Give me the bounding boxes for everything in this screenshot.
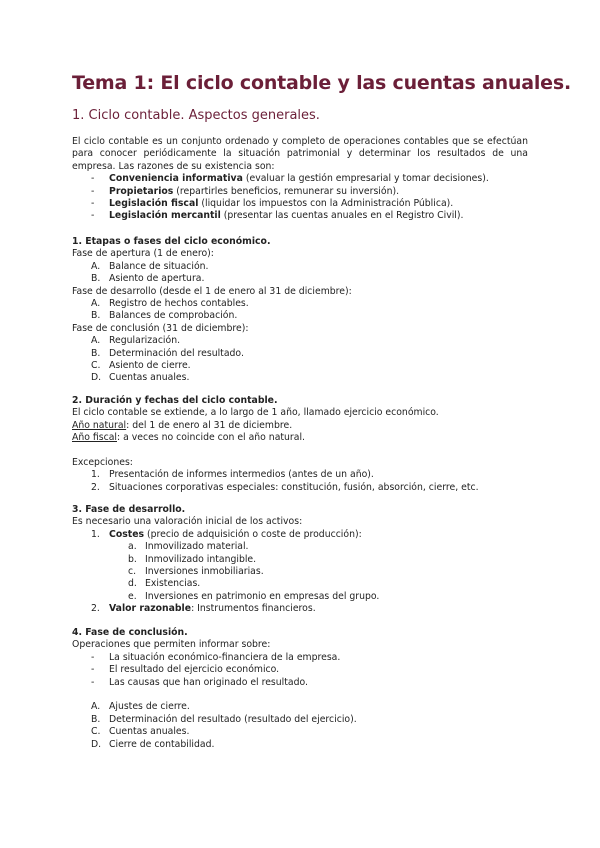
duracion-block	[72, 395, 528, 494]
valor-label: Valor razonable	[109, 603, 192, 615]
list-marker: C.	[91, 360, 101, 372]
list-marker: d.	[128, 578, 137, 590]
list-text: Balance de situación.	[109, 260, 209, 272]
list-item	[72, 273, 528, 285]
costes-text: (precio de adquisición o coste de producción):	[144, 528, 362, 540]
list-text: Regularización.	[109, 335, 181, 347]
list-text: Las causas que han originado el resultado.	[109, 676, 308, 688]
list-text: El resultado del ejercicio económico.	[109, 664, 280, 676]
list-text: Ajustes de cierre.	[109, 701, 190, 713]
list-text: Presentación de informes intermedios (antes de un año).	[109, 469, 374, 481]
list-item	[72, 578, 528, 590]
ano-fiscal-text: : a veces no coincide con el año natural.	[117, 432, 305, 444]
list-item	[72, 541, 528, 553]
list-item	[72, 482, 528, 494]
dash-marker: -	[91, 210, 95, 222]
ano-natural	[72, 420, 528, 432]
list-text: Cierre de contabilidad.	[109, 738, 215, 750]
list-item	[72, 701, 528, 713]
dash-marker: -	[91, 173, 95, 185]
phase-detail: (1 de enero):	[150, 248, 214, 260]
list-text: La situación económico-financiera de la empresa.	[109, 651, 341, 663]
list-item	[72, 335, 528, 347]
list-marker: B.	[91, 273, 101, 285]
ano-fiscal-label: Año fiscal	[72, 432, 117, 444]
list-text: Asiento de cierre.	[109, 360, 191, 372]
fase-conclusion-heading: 4. Fase de conclusión.	[72, 627, 188, 638]
list-item	[72, 261, 528, 273]
list-marker: 1.	[91, 528, 100, 540]
list-item	[72, 310, 528, 322]
dash-marker: -	[91, 664, 95, 676]
list-marker: B.	[91, 310, 101, 322]
fase-conclusion-block	[72, 627, 528, 751]
phase-detail: (31 de diciembre):	[159, 322, 249, 334]
list-item	[72, 726, 528, 738]
phase-label: Fase de apertura	[72, 248, 151, 260]
list-item	[72, 603, 528, 615]
list-item	[72, 677, 528, 689]
reason-label: Legislación mercantil	[109, 210, 221, 222]
list-item	[72, 591, 528, 603]
etapas-heading: 1. Etapas o fases del ciclo económico.	[72, 236, 271, 247]
fase-desarrollo-block	[72, 504, 528, 616]
reason-label: Legislación fiscal	[109, 198, 199, 210]
list-marker: C.	[91, 726, 101, 738]
ano-natural-label: Año natural	[72, 419, 127, 431]
phase-apertura	[72, 248, 528, 260]
phase-label: Fase de conclusión	[72, 322, 160, 334]
costes-label: Costes	[109, 528, 145, 540]
list-item	[72, 372, 528, 384]
list-marker: D.	[91, 738, 102, 750]
phase-detail: (desde el 1 de enero al 31 de diciembre):	[156, 285, 352, 297]
section-heading-ciclo-contable: 1. Ciclo contable. Aspectos generales.	[72, 108, 320, 123]
etapas-block	[72, 236, 528, 385]
list-text: Inmovilizado intangible.	[145, 553, 257, 565]
dash-marker: -	[91, 651, 95, 663]
list-item	[72, 714, 528, 726]
fase-desarrollo-heading: 3. Fase de desarrollo.	[72, 504, 186, 515]
fase-conclusion-text: Operaciones que permiten informar sobre:	[72, 639, 271, 651]
phase-desarrollo	[72, 286, 528, 298]
list-item	[72, 173, 528, 185]
exceptions-label: Excepciones:	[72, 457, 133, 469]
page-title: Tema 1: El ciclo contable y las cuentas anuales.	[72, 72, 571, 94]
reason-text: (presentar las cuentas anuales en el Registro Civil).	[220, 210, 464, 222]
list-text: Registro de hechos contables.	[109, 298, 249, 310]
list-marker: B.	[91, 347, 101, 359]
list-item	[72, 739, 528, 751]
list-item	[72, 360, 528, 372]
dash-marker: -	[91, 198, 95, 210]
list-marker: 1.	[91, 469, 100, 481]
list-marker: b.	[128, 553, 137, 565]
list-item	[72, 529, 528, 541]
list-text: Asiento de apertura.	[109, 273, 205, 285]
list-item	[72, 664, 528, 676]
list-marker: 2.	[91, 481, 100, 493]
list-item	[72, 469, 528, 481]
phase-conclusion	[72, 323, 528, 335]
intro-paragraph: El ciclo contable es un conjunto ordenado y completo de operaciones contables que se efectúan para conocer periódicamente la situación patrimonial y determinar los resultados de una empresa. Las razones de su existencia son:	[72, 136, 528, 172]
list-text: Determinación del resultado.	[109, 347, 244, 359]
list-text: Balances de comprobación.	[109, 310, 238, 322]
reason-label: Propietarios	[109, 185, 174, 197]
list-item	[72, 298, 528, 310]
list-marker: 2.	[91, 603, 100, 615]
list-text: Inversiones inmobiliarias.	[145, 566, 264, 578]
list-marker: A.	[91, 260, 101, 272]
valor-text: : Instrumentos financieros.	[191, 603, 316, 615]
list-marker: A.	[91, 701, 101, 713]
list-item	[72, 652, 528, 664]
ano-fiscal	[72, 432, 528, 444]
reason-text: (repartirles beneficios, remunerar su inversión).	[173, 185, 400, 197]
reason-label: Conveniencia informativa	[109, 173, 243, 185]
phase-label: Fase de desarrollo	[72, 285, 157, 297]
list-marker: B.	[91, 713, 101, 725]
list-item	[72, 210, 528, 222]
list-text: Cuentas anuales.	[109, 726, 190, 738]
list-text: Existencias.	[145, 578, 201, 590]
list-text: Cuentas anuales.	[109, 372, 190, 384]
reason-text: (liquidar los impuestos con la Administración Pública).	[198, 198, 454, 210]
dash-marker: -	[91, 185, 95, 197]
intro-block	[72, 136, 528, 223]
list-marker: a.	[128, 541, 137, 553]
list-marker: c.	[128, 566, 137, 578]
list-marker: A.	[91, 335, 101, 347]
list-marker: D.	[91, 372, 102, 384]
reason-text: (evaluar la gestión empresarial y tomar decisiones).	[242, 173, 489, 185]
duracion-text: El ciclo contable se extiende, a lo largo de 1 año, llamado ejercicio económico.	[72, 407, 439, 419]
list-item	[72, 186, 528, 198]
fase-desarrollo-text: Es necesario una valoración inicial de los activos:	[72, 516, 303, 528]
list-text: Situaciones corporativas especiales: constitución, fusión, absorción, cierre, etc.	[109, 481, 479, 493]
duracion-heading: 2. Duración y fechas del ciclo contable.	[72, 395, 278, 406]
list-item	[72, 566, 528, 578]
list-item	[72, 198, 528, 210]
dash-marker: -	[91, 676, 95, 688]
list-item	[72, 348, 528, 360]
list-text: Determinación del resultado (resultado del ejercicio).	[109, 713, 357, 725]
list-marker: e.	[128, 590, 137, 602]
list-item	[72, 554, 528, 566]
ano-natural-text: : del 1 de enero al 31 de diciembre.	[126, 419, 293, 431]
list-text: Inversiones en patrimonio en empresas del grupo.	[145, 590, 380, 602]
list-text: Inmovilizado material.	[145, 541, 249, 553]
list-marker: A.	[91, 298, 101, 310]
